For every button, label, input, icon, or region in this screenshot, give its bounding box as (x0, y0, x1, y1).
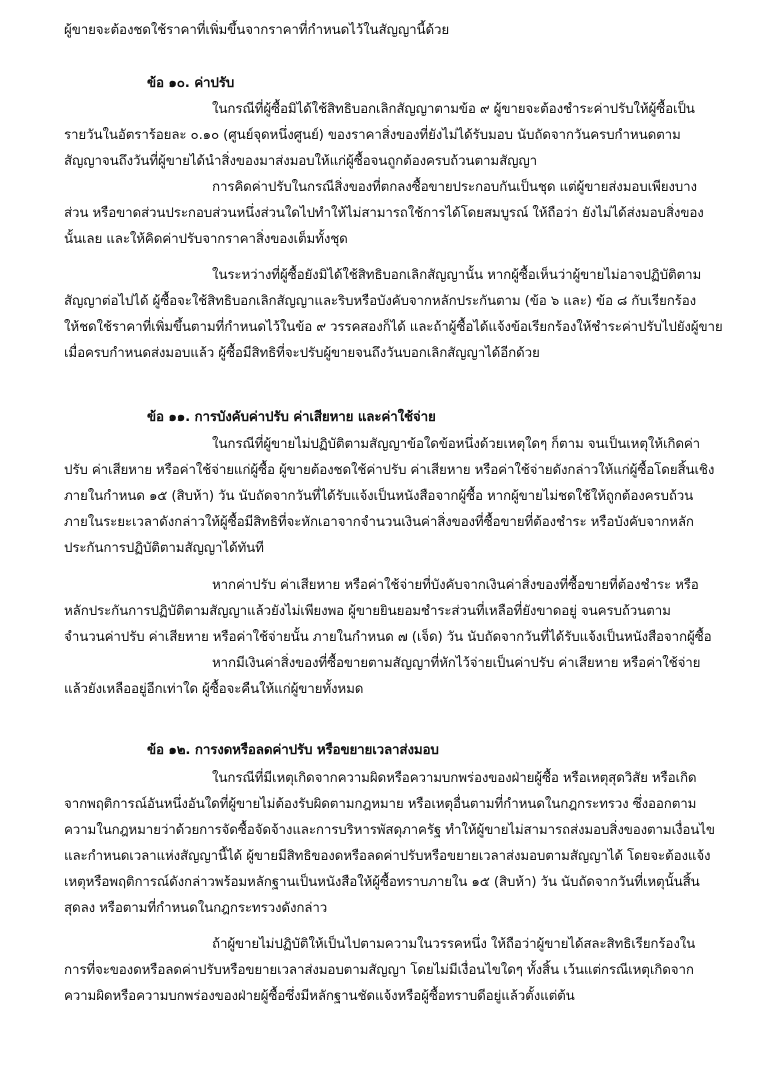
clause-12-p2-line-3: ความผิดหรือความบกพร่องของฝ่ายผู้ซื้อซึ่งมีหลักฐานชัดแจ้งหรือผู้ซื้อทราบดีอยู่แล้วตั้งแต่ต้น (64, 989, 575, 1004)
clause-10-p2-line-2: ส่วน หรือขาดส่วนประกอบส่วนหนึ่งส่วนใดไปทำให้ไม่สามารถใช้การได้โดยสมบูรณ์ ให้ถือว่า ยังไม่ได้ส่งมอบสิ่งของ (64, 206, 704, 221)
clause-10-p2-line-3: นั้นเลย และให้คิดค่าปรับจากราคาสิ่งของเต็มทั้งชุด (64, 232, 348, 247)
clause-10-p2-line-1: การคิดค่าปรับในกรณีสิ่งของที่ตกลงซื้อขายประกอบกันเป็นชุด แต่ผู้ขายส่งมอบเพียงบาง (212, 180, 697, 195)
clause-11-heading: ข้อ ๑๑. การบังคับค่าปรับ ค่าเสียหาย และค่าใช้จ่าย (147, 410, 436, 425)
clause-12-p1-line-3: ความในกฎหมายว่าด้วยการจัดซื้อจัดจ้างและการบริหารพัสดุภาครัฐ ทำให้ผู้ขายไม่สามารถส่งมอบสิ่งของตามเงื่อนไข (64, 823, 715, 838)
clause-11-p3-line-1: หากมีเงินค่าสิ่งของที่ซื้อขายตามสัญญาที่หักไว้จ่ายเป็นค่าปรับ ค่าเสียหาย หรือค่าใช้จ่าย (212, 656, 701, 671)
clause-12-p1-line-6: สุดลง หรือตามที่กำหนดในกฎกระทรวงดังกล่าว (64, 901, 328, 916)
clause-10-p3-line-1: ในระหว่างที่ผู้ซื้อยังมิได้ใช้สิทธิบอกเลิกสัญญานั้น หากผู้ซื้อเห็นว่าผู้ขายไม่อาจปฏิบัติตาม (212, 268, 702, 283)
clause-11-p2-line-2: หลักประกันการปฏิบัติตามสัญญาแล้วยังไม่เพียงพอ ผู้ขายยินยอมชำระส่วนที่เหลือที่ยังขาดอยู่ จนครบถ้วนตาม (64, 604, 671, 619)
clause-12-p1-line-5: เหตุหรือพฤติการณ์ดังกล่าวพร้อมหลักฐานเป็นหนังสือให้ผู้ซื้อทราบภายใน ๑๕ (สิบห้า) วัน นับถัดจากวันที่เหตุนั้นสิ้น (64, 875, 700, 890)
clause-10-p3-line-3: ให้ชดใช้ราคาที่เพิ่มขึ้นตามที่กำหนดไว้ในข้อ ๙ วรรคสองก็ได้ และถ้าผู้ซื้อได้แจ้งข้อเรียกร้องให้ชำระค่าปรับไปยังผู้ขาย (64, 320, 723, 335)
clause-12-p1-line-4: และกำหนดเวลาแห่งสัญญานี้ได้ ผู้ขายมีสิทธิของดหรือลดค่าปรับหรือขยายเวลาส่งมอบตามสัญญาได้ โดยจะต้องแจ้ง (64, 849, 711, 864)
clause-12-p1-line-1: ในกรณีที่มีเหตุเกิดจากความผิดหรือความบกพร่องของฝ่ายผู้ซื้อ หรือเหตุสุดวิสัย หรือเกิด (212, 771, 697, 786)
clause-10-p1-line-1: ในกรณีที่ผู้ซื้อมิได้ใช้สิทธิบอกเลิกสัญญาตามข้อ ๙ ผู้ขายจะต้องชำระค่าปรับให้ผู้ซื้อเป็น (212, 102, 695, 117)
clause-11-p1-line-5: ประกันการปฏิบัติตามสัญญาได้ทันที (64, 541, 264, 556)
clause-10-p3-line-4: เมื่อครบกำหนดส่งมอบแล้ว ผู้ซื้อมีสิทธิที่จะปรับผู้ขายจนถึงวันบอกเลิกสัญญาได้อีกด้วย (64, 346, 540, 361)
intro-line: ผู้ขายจะต้องชดใช้ราคาที่เพิ่มขึ้นจากราคาที่กำหนดไว้ในสัญญานี้ด้วย (64, 23, 450, 38)
clause-11-p1-line-4: ภายในระยะเวลาดังกล่าวให้ผู้ซื้อมีสิทธิที่จะหักเอาจากจำนวนเงินค่าสิ่งของที่ซื้อขายที่ต้องชำระ หรือบังคับจากหลัก (64, 515, 694, 530)
clause-12-heading: ข้อ ๑๒. การงดหรือลดค่าปรับ หรือขยายเวลาส่งมอบ (147, 743, 439, 758)
clause-10-p1-line-2: รายวันในอัตราร้อยละ ๐.๑๐ (ศูนย์จุดหนึ่งศูนย์) ของราคาสิ่งของที่ยังไม่ได้รับมอบ นับถัดจากวันครบกำหนดตาม (64, 128, 681, 143)
clause-11-p1-line-1: ในกรณีที่ผู้ขายไม่ปฏิบัติตามสัญญาข้อใดข้อหนึ่งด้วยเหตุใดๆ ก็ตาม จนเป็นเหตุให้เกิดค่า (212, 437, 701, 452)
clause-10-heading: ข้อ ๑๐. ค่าปรับ (147, 76, 235, 91)
clause-11-p1-line-3: ภายในกำหนด ๑๕ (สิบห้า) วัน นับถัดจากวันที่ได้รับแจ้งเป็นหนังสือจากผู้ซื้อ หากผู้ขายไม่ชดใช้ให้ถูกต้องครบถ้วน (64, 489, 694, 504)
clause-11-p3-line-2: แล้วยังเหลืออยู่อีกเท่าใด ผู้ซื้อจะคืนให้แก่ผู้ขายทั้งหมด (64, 682, 364, 697)
clause-10-p1-line-3: สัญญาจนถึงวันที่ผู้ขายได้นำสิ่งของมาส่งมอบให้แก่ผู้ซื้อจนถูกต้องครบถ้วนตามสัญญา (64, 154, 538, 169)
clause-12-p2-line-1: ถ้าผู้ขายไม่ปฏิบัติให้เป็นไปตามความในวรรคหนึ่ง ให้ถือว่าผู้ขายได้สละสิทธิเรียกร้องใน (212, 937, 696, 952)
clause-11-p2-line-1: หากค่าปรับ ค่าเสียหาย หรือค่าใช้จ่ายที่บังคับจากเงินค่าสิ่งของที่ซื้อขายที่ต้องชำระ หรือ (212, 578, 699, 593)
clause-10-p3-line-2: สัญญาต่อไปได้ ผู้ซื้อจะใช้สิทธิบอกเลิกสัญญาและริบหรือบังคับจากหลักประกันตาม (ข้อ ๖ และ) ข้อ ๘ กับเรียกร้อง (64, 294, 697, 309)
clause-12-p1-line-2: จากพฤติการณ์อันหนึ่งอันใดที่ผู้ขายไม่ต้องรับผิดตามกฎหมาย หรือเหตุอื่นตามที่กำหนดในกฎกระทรวง ซึ่งออกตาม (64, 797, 697, 812)
clause-12-p2-line-2: การที่จะของดหรือลดค่าปรับหรือขยายเวลาส่งมอบตามสัญญา โดยไม่มีเงื่อนไขใดๆ ทั้งสิ้น เว้นแต่กรณีเหตุเกิดจาก (64, 963, 694, 978)
clause-11-p2-line-3: จำนวนค่าปรับ ค่าเสียหาย หรือค่าใช้จ่ายนั้น ภายในกำหนด ๗ (เจ็ด) วัน นับถัดจากวันที่ได้รับแจ้งเป็นหนังสือจากผู้ซื้อ (64, 630, 712, 645)
clause-11-p1-line-2: ปรับ ค่าเสียหาย หรือค่าใช้จ่ายแก่ผู้ซื้อ ผู้ขายต้องชดใช้ค่าปรับ ค่าเสียหาย หรือค่าใช้จ่ายดังกล่าวให้แก่ผู้ซื้อโดยสิ้นเชิง (64, 463, 715, 478)
